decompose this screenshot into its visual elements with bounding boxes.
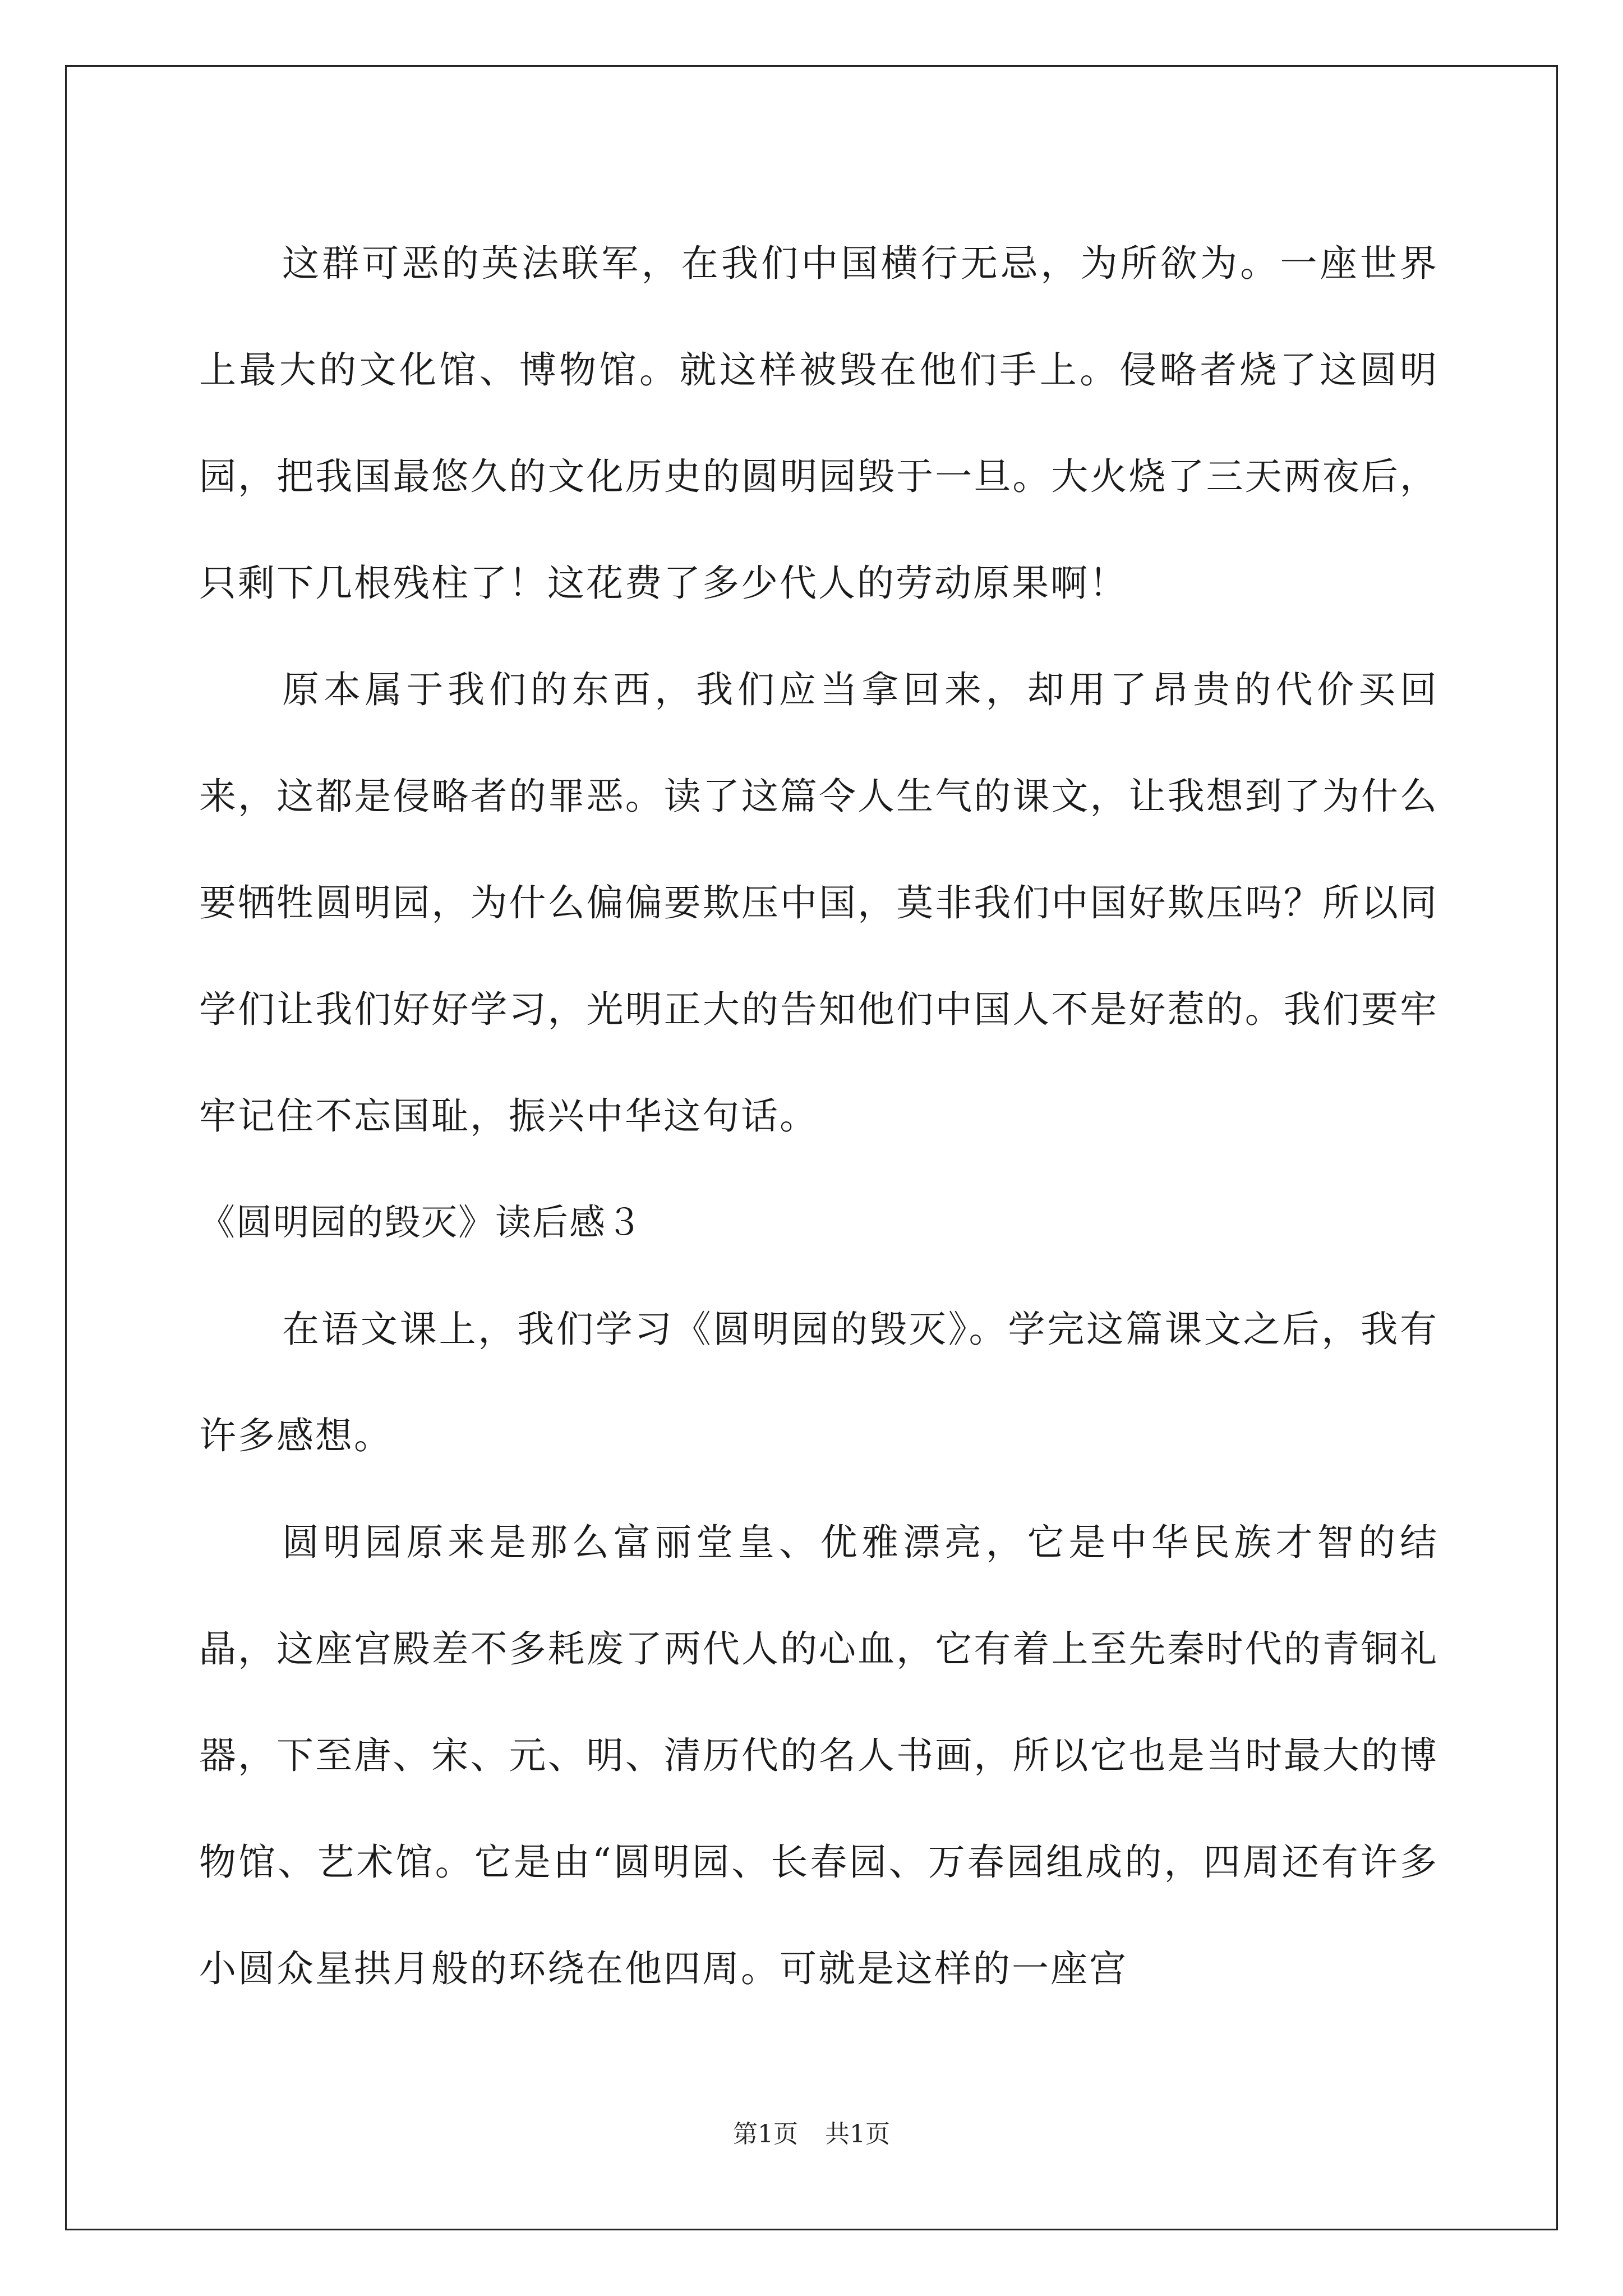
paragraph-4: 圆明园原来是那么富丽堂皇、优雅漂亮，它是中华民族才智的结晶，这座宫殿差不多耗废了两代人的心血，它有着上至先秦时代的青铜礼器，下至唐、宋、元、明、清历代的名人书画，所以它也是当时最大的博物馆、艺术馆。它是由“圆明园、长春园、万春园组成的，四周还有许多小圆众星拱月般的环绕在他四周。可就是这样的一座宫 <box>199 1521 1438 1990</box>
page-footer <box>0 2114 1623 2150</box>
paragraph-3: 在语文课上，我们学习《圆明园的毁灭》。学完这篇课文之后，我有许多感想。 <box>199 1308 1438 1457</box>
page-number: 第1页 <box>733 2120 798 2148</box>
section-heading: 《圆明园的毁灭》读后感３ <box>199 1202 643 1244</box>
document-body <box>199 210 1438 2022</box>
paragraph-2: 原本属于我们的东西，我们应当拿回来，却用了昂贵的代价买回来，这都是侵略者的罪恶。读了这篇令人生气的课文，让我想到了为什么要牺牲圆明园，为什么偏偏要欺压中国，莫非我们中国好欺压吗？所以同学们让我们好好学习，光明正大的告知他们中国人不是好惹的。我们要牢牢记住不忘国耻，振兴中华这句话。 <box>199 668 1438 1138</box>
page-total: 共1页 <box>825 2120 890 2148</box>
paragraph-1: 这群可恶的英法联军，在我们中国横行无忌，为所欲为。一座世界上最大的文化馆、博物馆。就这样被毁在他们手上。侵略者烧了这圆明园，把我国最悠久的文化历史的圆明园毁于一旦。大火烧了三天两夜后，只剩下几根残柱了！这花费了多少代人的劳动原果啊！ <box>199 242 1438 605</box>
